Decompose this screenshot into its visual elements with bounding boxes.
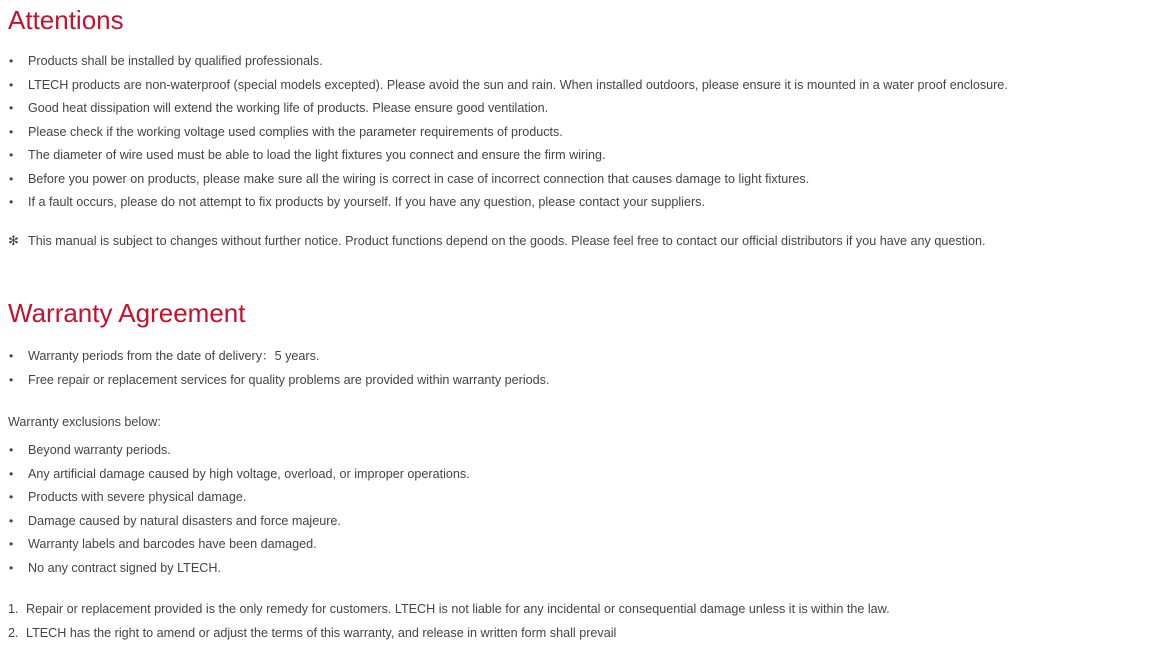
bullet-icon: • <box>9 560 14 575</box>
exclusion-item-text: No any contract signed by LTECH. <box>28 560 221 575</box>
manual-notice <box>8 231 985 251</box>
attention-item-text: Products shall be installed by qualified professionals. <box>28 54 323 68</box>
bullet-icon: • <box>9 349 14 363</box>
attention-item-text: Before you power on products, please make sure all the wiring is correct in case of incorrect connection that causes damage to light fixtures. <box>28 171 810 186</box>
bullet-icon: • <box>9 195 14 209</box>
bullet-icon: • <box>9 443 14 457</box>
bullet-icon: • <box>9 77 14 92</box>
attention-item-text: LTECH products are non-waterproof (special models excepted). Please avoid the sun and rain. When installed outdoors, please ensure it is mounted in a water proof enclosure. <box>28 77 1008 92</box>
exclusions-heading: Warranty exclusions below: <box>8 415 161 429</box>
bullet-icon: • <box>9 466 14 481</box>
attention-item-text: The diameter of wire used must be able to load the light fixtures you connect and ensure the firm wiring. <box>28 148 606 162</box>
exclusion-item-text: Products with severe physical damage. <box>28 490 247 504</box>
warranty-item-text: Free repair or replacement services for quality problems are provided within warranty periods. <box>28 372 550 387</box>
bullet-icon: • <box>9 171 14 186</box>
warranty-item-text: Warranty periods from the date of delivery：5 years. <box>28 349 320 363</box>
attention-item-text: If a fault occurs, please do not attempt to fix products by yourself. If you have any question, please contact your suppliers. <box>28 195 705 209</box>
asterisk-icon: ✻ <box>8 233 19 248</box>
term-text: LTECH has the right to amend or adjust the terms of this warranty, and release in written form shall prevail <box>26 625 617 640</box>
term-number: 2. <box>8 625 19 640</box>
exclusion-item-text: Beyond warranty periods. <box>28 443 171 457</box>
attention-item-text: Please check if the working voltage used complies with the parameter requirements of products. <box>28 124 563 139</box>
attention-item-text: Good heat dissipation will extend the working life of products. Please ensure good ventilation. <box>28 101 549 115</box>
exclusion-item-text: Warranty labels and barcodes have been damaged. <box>28 537 317 551</box>
exclusion-item-text: Damage caused by natural disasters and force majeure. <box>28 513 341 528</box>
bullet-icon: • <box>9 148 14 162</box>
bullet-icon: • <box>9 537 14 551</box>
term-number: 1. <box>8 602 19 616</box>
bullet-icon: • <box>9 124 14 139</box>
bullet-icon: • <box>9 513 14 528</box>
exclusion-item-text: Any artificial damage caused by high voltage, overload, or improper operations. <box>28 466 470 481</box>
bullet-icon: • <box>9 490 14 504</box>
bullet-icon: • <box>9 101 14 115</box>
attentions-heading: Attentions <box>8 5 124 35</box>
bullet-icon: • <box>9 54 14 68</box>
bullet-icon: • <box>9 372 14 387</box>
term-text: Repair or replacement provided is the only remedy for customers. LTECH is not liable for any incidental or consequential damage unless it is within the law. <box>26 602 890 616</box>
warranty-heading: Warranty Agreement <box>8 298 246 328</box>
manual-notice-text: This manual is subject to changes without further notice. Product functions depend on the goods. Please feel free to contact our official distributors if you have any question. <box>28 234 986 248</box>
